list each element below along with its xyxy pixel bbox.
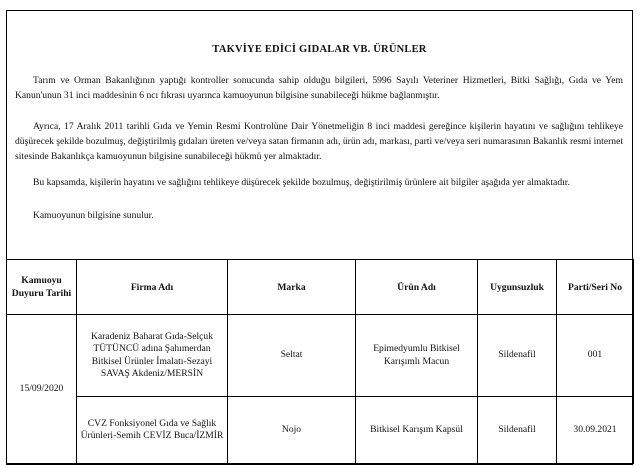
document-frame (6, 10, 633, 465)
batch-cell: 30.09.2021 (557, 397, 634, 464)
table-row (7, 397, 634, 464)
batch-cell: 001 (557, 315, 634, 397)
table-header-row (7, 260, 634, 315)
announcement-date-cell: 15/09/2020 (7, 315, 77, 464)
intro-section (7, 11, 632, 259)
firm-cell: Karadeniz Baharat Gıda-Selçuk TÜTÜNCÜ adına Şahımerdan Bitkisel Ürünler İmalatı-Sezayi SAVAŞ Akdeniz/MERSİN (77, 315, 228, 397)
paragraph-announcement: Kamuoyunun bilgisine sunulur. (33, 210, 154, 221)
document-title: TAKVİYE EDİCİ GIDALAR VB. ÜRÜNLER (212, 44, 427, 55)
product-cell: Bitkisel Karışım Kapsül (356, 397, 478, 464)
header-firm: Firma Adı (77, 260, 228, 315)
firm-cell: CVZ Fonksiyonel Gıda ve Sağlık Ürünleri-Semih CEVİZ Buca/İZMİR (77, 397, 228, 464)
brand-cell: Seltat (228, 315, 356, 397)
header-date: Kamuoyu Duyuru Tarihi (7, 260, 77, 315)
paragraph-scope: Bu kapsamda, kişilerin hayatını ve sağlığını tehlikeye düşürecek şekilde bozulmuş, değiştirilmiş ürünlere ait bilgiler aşağıda yer almaktadır. (33, 177, 570, 188)
paragraph-regulation: Ayrıca, 17 Aralık 2011 tarihli Gıda ve Yemin Resmi Kontrolüne Dair Yönetmeliğin 8 inci maddesi gereğince kişilerin hayatını ve sağlığını tehlikeye düşürecek şekilde bozulmuş, değiştirilmiş gıdaları üreten ve/veya satan firmanın adı, ürün adı, markası, parti ve/veya seri numarasının Bakanlık resmi internet sitesinde Bakanlıkça kamuoyunun bilgisine sunabileceği hükmü yer almaktadır. (15, 121, 623, 162)
products-table (6, 259, 634, 464)
header-batch: Parti/Seri No (557, 260, 634, 315)
paragraph-law: Tarım ve Orman Bakanlığının yaptığı kontroller sonucunda sahip olduğu bilgileri, 5996 Sayılı Veteriner Hizmetleri, Bitki Sağlığı, Gıda ve Yem Kanun'unun 31 inci maddesinin 6 ncı fıkrası uyarınca kamuoyunun bilgisine sunabileceği hükme bağlanmıştır. (15, 75, 623, 101)
table-row (7, 315, 634, 397)
nonconformity-cell: Sildenafil (478, 315, 557, 397)
header-nonconformity: Uygunsuzluk (478, 260, 557, 315)
nonconformity-cell: Sildenafil (478, 397, 557, 464)
brand-cell: Nojo (228, 397, 356, 464)
header-product: Ürün Adı (356, 260, 478, 315)
product-cell: Epimedyumlu Bitkisel Karışımlı Macun (356, 315, 478, 397)
header-brand: Marka (228, 260, 356, 315)
